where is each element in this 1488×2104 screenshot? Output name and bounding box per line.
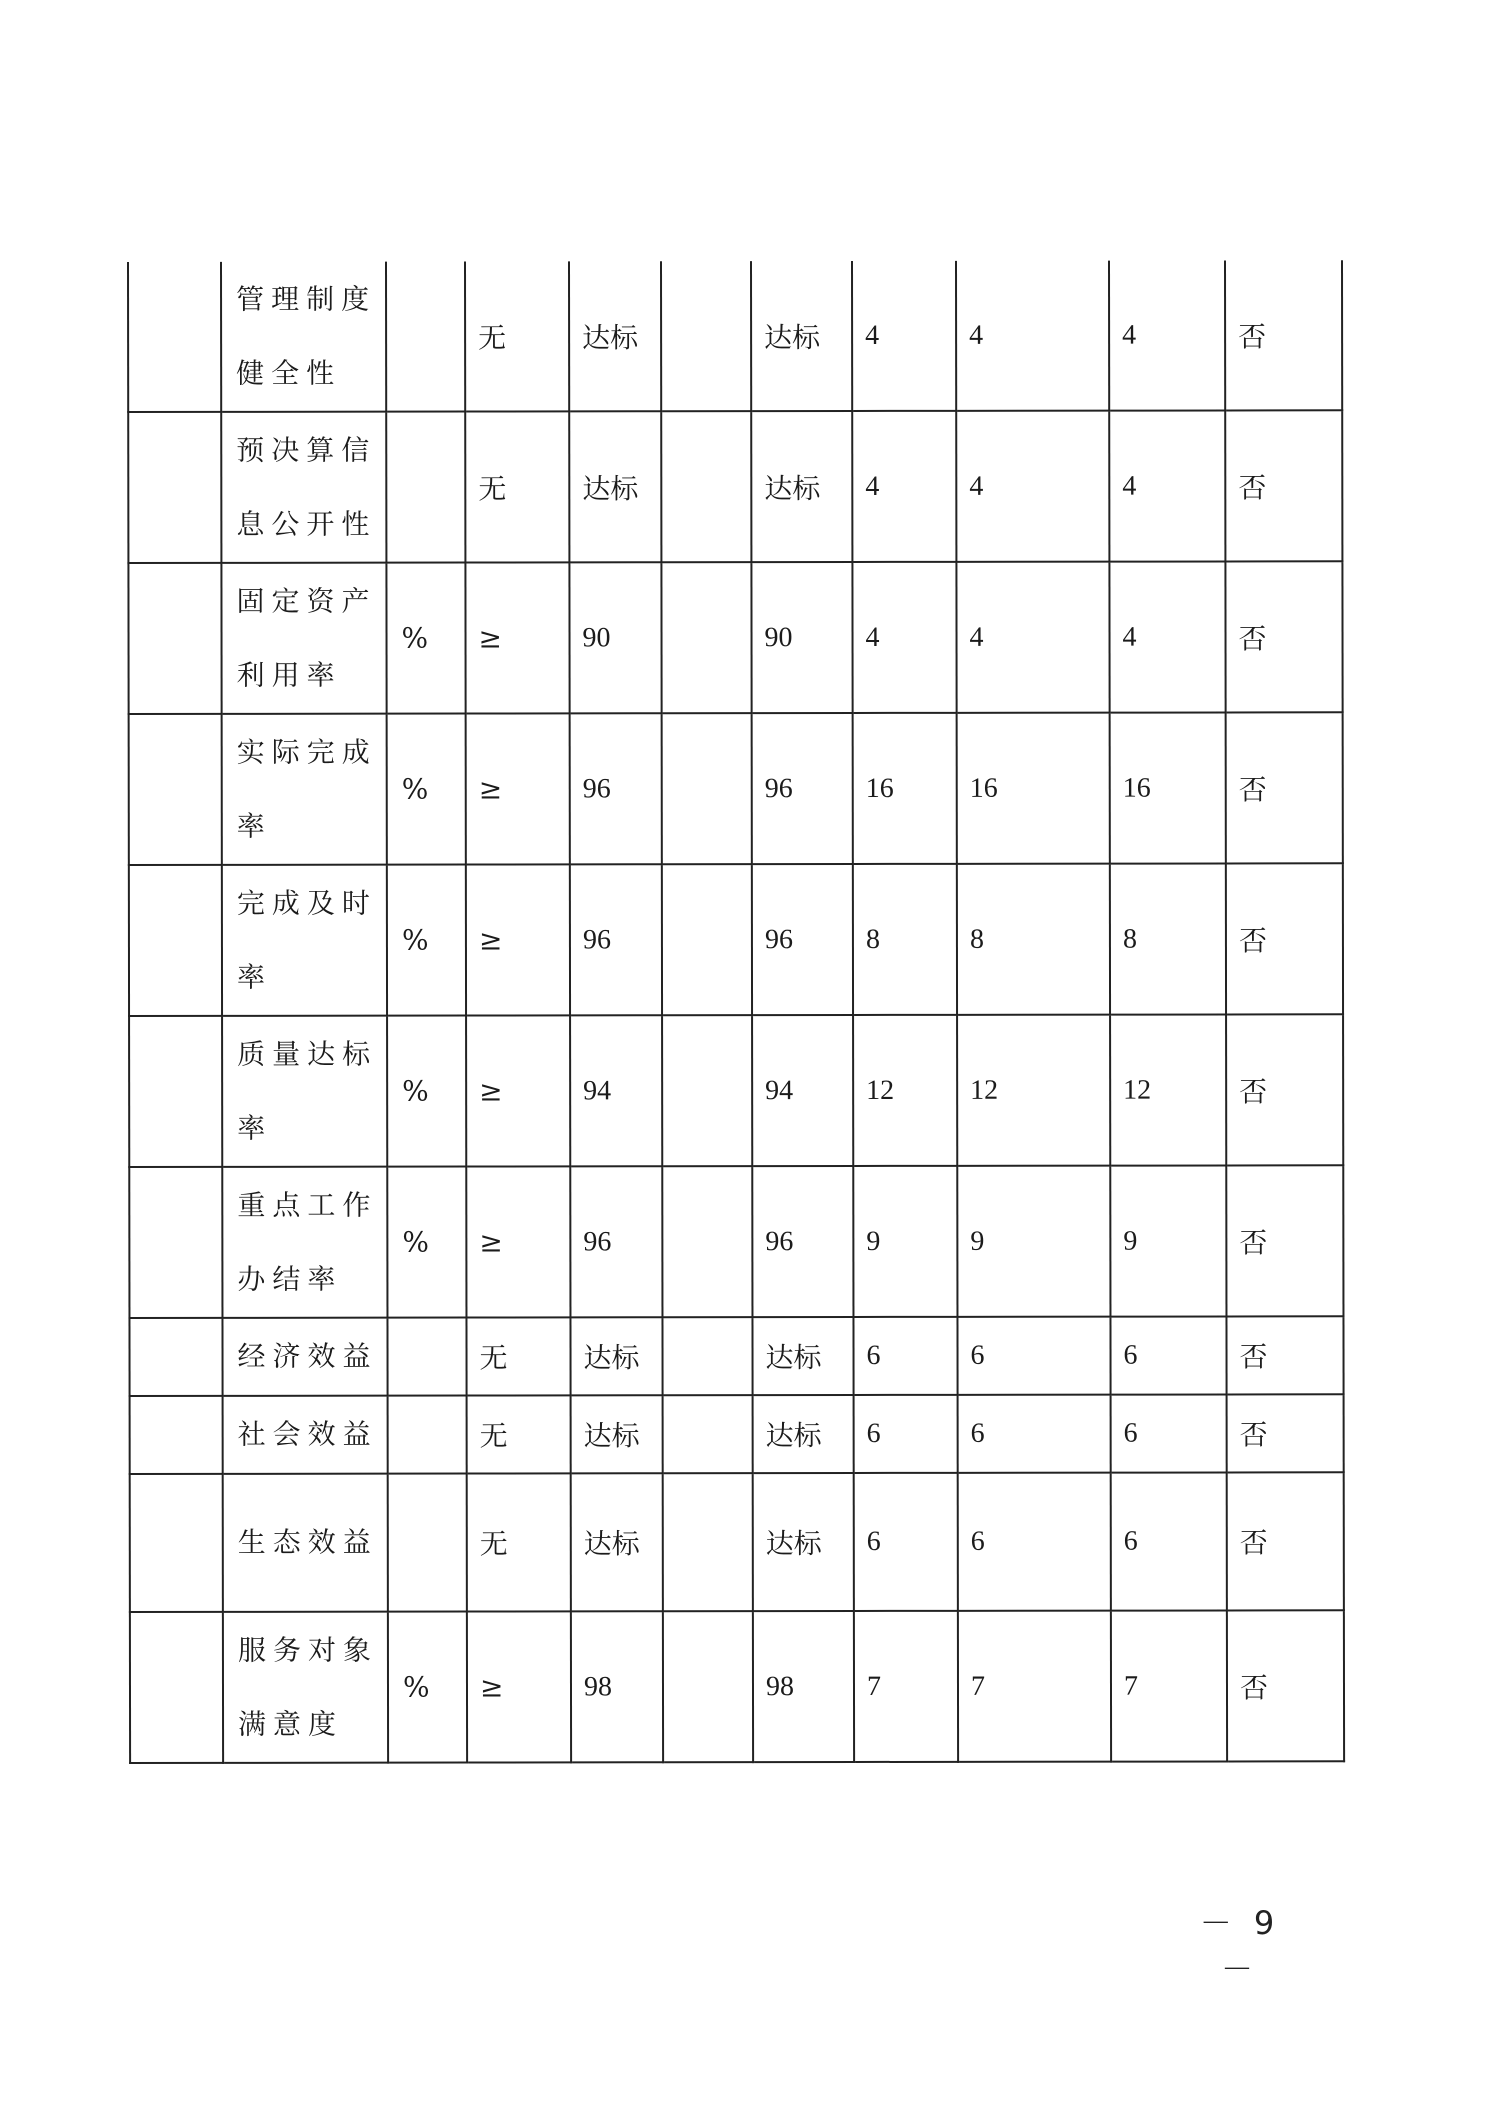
indicator-cell: 生态效益: [223, 1474, 388, 1612]
unit-cell: [387, 1318, 466, 1396]
blank-cell: [662, 864, 752, 1015]
self-score-cell: 6: [1111, 1472, 1227, 1610]
category-cell: [129, 1318, 222, 1396]
self-score-cell: 12: [1110, 1014, 1226, 1165]
target-cell: 90: [569, 562, 661, 713]
weight-cell: 16: [853, 713, 957, 864]
table-row: [130, 1472, 1344, 1612]
weight-cell: 6: [854, 1395, 958, 1473]
category-cell: [129, 714, 222, 865]
self-score-cell: 6: [1110, 1316, 1226, 1394]
score-cell: 4: [956, 411, 1109, 562]
performance-table: [127, 260, 1345, 1764]
target-cell: 达标: [569, 411, 661, 562]
blank-cell: [663, 1395, 753, 1473]
table-row: [130, 1610, 1344, 1763]
table-row: [128, 410, 1342, 563]
score-cell: 6: [957, 1317, 1110, 1395]
weight-cell: 7: [854, 1611, 958, 1762]
deduct-cell: 否: [1227, 1472, 1344, 1610]
actual-cell: 96: [752, 1166, 853, 1317]
self-score-cell: 4: [1109, 410, 1225, 561]
score-cell: 7: [958, 1611, 1111, 1762]
category-cell: [129, 1167, 222, 1318]
table-row: [129, 1014, 1343, 1167]
operator-cell: 无: [467, 1473, 571, 1611]
blank-cell: [662, 1015, 752, 1166]
indicator-cell: 经济效益: [222, 1318, 387, 1396]
deduct-cell: 否: [1227, 1394, 1344, 1472]
deduct-cell: 否: [1227, 1610, 1344, 1761]
target-cell: 94: [570, 1015, 662, 1166]
unit-cell: [388, 1474, 467, 1612]
score-cell: 4: [956, 562, 1109, 713]
target-cell: 达标: [571, 1395, 663, 1473]
indicator-cell: 预决算信息公开性: [221, 412, 386, 563]
self-score-cell: 7: [1111, 1610, 1227, 1761]
page-number: － 9 －: [1199, 1904, 1281, 1988]
category-cell: [128, 412, 221, 563]
target-cell: 达标: [571, 1473, 663, 1611]
category-cell: [128, 563, 221, 714]
weight-cell: 6: [854, 1473, 958, 1611]
category-cell: [130, 1612, 223, 1763]
operator-cell: ≥: [466, 713, 570, 864]
deduct-cell: 否: [1226, 863, 1343, 1014]
deduct-cell: 否: [1226, 1014, 1343, 1165]
deduct-cell: 否: [1225, 410, 1342, 561]
category-cell: [130, 1474, 223, 1612]
indicator-cell: 重点工作办结率: [222, 1167, 387, 1318]
actual-cell: 达标: [753, 1395, 854, 1473]
unit-cell: %: [387, 865, 466, 1016]
unit-cell: [386, 412, 465, 563]
blank-cell: [662, 1317, 752, 1395]
indicator-cell: 社会效益: [223, 1396, 388, 1474]
actual-cell: 达标: [751, 411, 852, 562]
indicator-cell: 管理制度健全性: [221, 262, 386, 412]
operator-cell: 无: [465, 411, 569, 562]
target-cell: 96: [570, 713, 662, 864]
category-cell: [128, 262, 221, 412]
indicator-cell: 实际完成率: [222, 714, 387, 865]
operator-cell: 无: [465, 261, 569, 411]
category-cell: [130, 1396, 223, 1474]
blank-cell: [663, 1611, 753, 1762]
actual-cell: 94: [752, 1015, 853, 1166]
weight-cell: 4: [852, 411, 956, 562]
actual-cell: 96: [752, 864, 853, 1015]
weight-cell: 8: [853, 864, 957, 1015]
self-score-cell: 6: [1111, 1394, 1227, 1472]
blank-cell: [662, 713, 752, 864]
table-row: [129, 1165, 1343, 1318]
category-cell: [129, 1016, 222, 1167]
operator-cell: ≥: [466, 864, 570, 1015]
indicator-cell: 质量达标率: [222, 1016, 387, 1167]
weight-cell: 12: [853, 1015, 957, 1166]
weight-cell: 9: [853, 1166, 957, 1317]
operator-cell: ≥: [466, 1166, 570, 1317]
indicator-cell: 完成及时率: [222, 865, 387, 1016]
unit-cell: %: [387, 1167, 466, 1318]
score-cell: 4: [956, 261, 1109, 411]
score-cell: 16: [957, 713, 1110, 864]
actual-cell: 98: [753, 1611, 854, 1762]
self-score-cell: 16: [1110, 712, 1226, 863]
actual-cell: 90: [751, 562, 852, 713]
blank-cell: [663, 1473, 753, 1611]
operator-cell: 无: [467, 1395, 571, 1473]
weight-cell: 6: [853, 1317, 957, 1395]
indicator-cell: 固定资产利用率: [221, 563, 386, 714]
deduct-cell: 否: [1226, 1316, 1343, 1394]
table-row: [128, 561, 1342, 714]
weight-cell: 4: [852, 562, 956, 713]
table-row: [129, 863, 1343, 1016]
unit-cell: [388, 1396, 467, 1474]
score-cell: 9: [957, 1166, 1110, 1317]
unit-cell: %: [387, 714, 466, 865]
blank-cell: [661, 261, 751, 411]
operator-cell: ≥: [467, 1611, 571, 1762]
actual-cell: 96: [752, 713, 853, 864]
indicator-cell: 服务对象满意度: [223, 1612, 388, 1763]
table-row: [129, 1316, 1343, 1396]
blank-cell: [661, 562, 751, 713]
actual-cell: 达标: [752, 1317, 853, 1395]
target-cell: 98: [571, 1611, 663, 1762]
unit-cell: %: [386, 563, 465, 714]
blank-cell: [662, 1166, 752, 1317]
target-cell: 96: [570, 1166, 662, 1317]
self-score-cell: 9: [1110, 1165, 1226, 1316]
weight-cell: 4: [852, 261, 956, 411]
deduct-cell: 否: [1226, 1165, 1343, 1316]
table-row: [128, 260, 1342, 412]
operator-cell: ≥: [466, 1015, 570, 1166]
unit-cell: %: [388, 1612, 467, 1763]
actual-cell: 达标: [753, 1473, 854, 1611]
self-score-cell: 8: [1110, 863, 1226, 1014]
category-cell: [129, 865, 222, 1016]
table-row: [130, 1394, 1344, 1474]
deduct-cell: 否: [1225, 561, 1342, 712]
score-cell: 6: [958, 1473, 1111, 1611]
self-score-cell: 4: [1109, 561, 1225, 712]
unit-cell: %: [387, 1016, 466, 1167]
self-score-cell: 4: [1109, 260, 1225, 410]
target-cell: 达标: [569, 261, 661, 411]
deduct-cell: 否: [1226, 712, 1343, 863]
score-cell: 12: [957, 1015, 1110, 1166]
deduct-cell: 否: [1225, 260, 1342, 410]
target-cell: 96: [570, 864, 662, 1015]
unit-cell: [386, 262, 465, 412]
target-cell: 达标: [570, 1317, 662, 1395]
operator-cell: 无: [466, 1317, 570, 1395]
actual-cell: 达标: [751, 261, 852, 411]
score-cell: 8: [957, 864, 1110, 1015]
table-row: [129, 712, 1343, 865]
score-cell: 6: [958, 1395, 1111, 1473]
blank-cell: [661, 411, 751, 562]
operator-cell: ≥: [465, 562, 569, 713]
